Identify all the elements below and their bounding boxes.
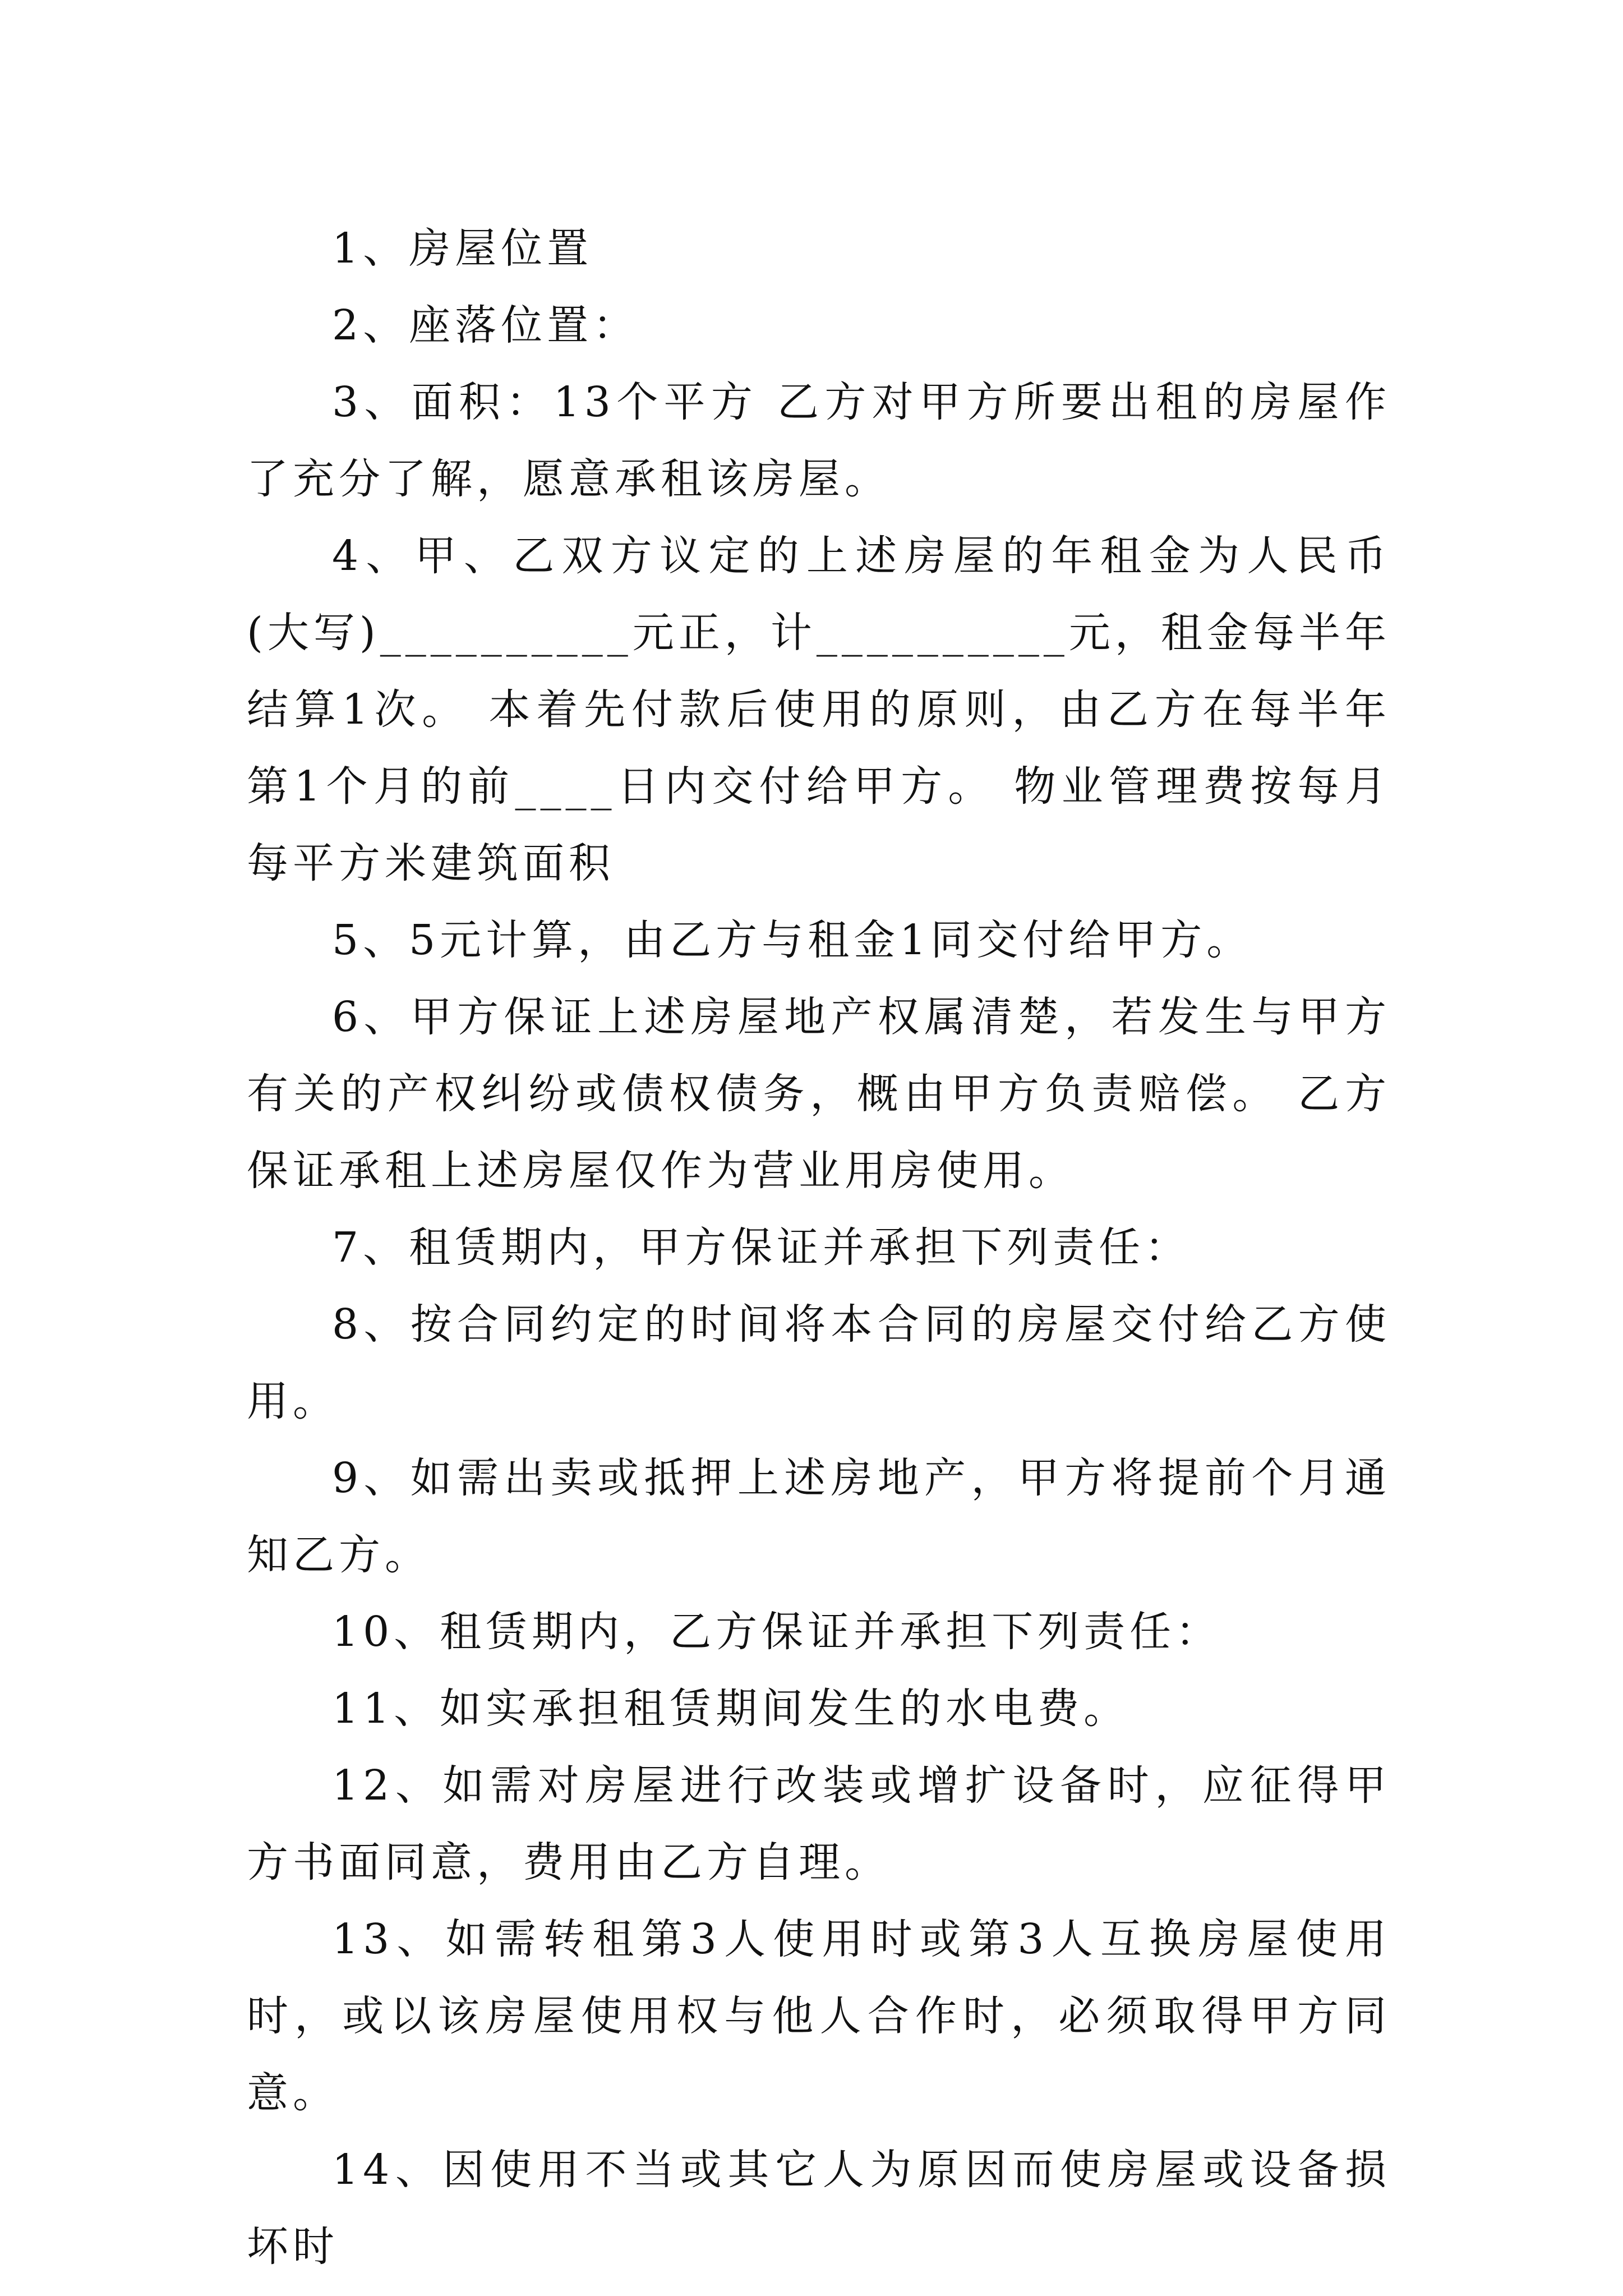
paragraph-7: 7、租赁期内，甲方保证并承担下列责任： — [332, 1223, 1191, 1272]
paragraph-1: 1、房屋位置 — [332, 224, 593, 273]
paragraph-9: 9、如需出卖或抵押上述房地产，甲方将提前个月通知乙方。 — [247, 1454, 1391, 1579]
paragraph-8: 8、按合同约定的时间将本合同的房屋交付给乙方使用。 — [247, 1300, 1391, 1425]
paragraph-4: 4、甲、乙双方议定的上述房屋的年租金为人民币(大写)__________元正，计__________元，租金每半年结算1次。 本着先付款后使用的原则，由乙方在每半年第1个月的前____日内交付给甲方。 物业管理费按每月每平方米建筑面积 — [247, 532, 1391, 887]
paragraph-10: 10、租赁期内，乙方保证并承担下列责任： — [332, 1608, 1222, 1656]
document-body — [247, 210, 1391, 2285]
paragraph-2: 2、座落位置： — [332, 301, 639, 349]
paragraph-5: 5、5元计算，由乙方与租金1同交付给甲方。 — [332, 916, 1253, 964]
paragraph-6: 6、甲方保证上述房屋地产权属清楚，若发生与甲方有关的产权纠纷或债权债务，概由甲方负责赔偿。 乙方保证承租上述房屋仅作为营业用房使用。 — [247, 993, 1391, 1195]
paragraph-12: 12、如需对房屋进行改装或增扩设备时，应征得甲方书面同意，费用由乙方自理。 — [247, 1761, 1391, 1887]
paragraph-14: 14、因使用不当或其它人为原因而使房屋或设备损坏时 — [247, 2146, 1391, 2271]
paragraph-11: 11、如实承担租赁期间发生的水电费。 — [332, 1685, 1130, 1733]
paragraph-3: 3、面积：13个平方 乙方对甲方所要出租的房屋作了充分了解，愿意承租该房屋。 — [247, 378, 1391, 503]
paragraph-13: 13、如需转租第3人使用时或第3人互换房屋使用时，或以该房屋使用权与他人合作时，必须取得甲方同意。 — [247, 1915, 1391, 2117]
